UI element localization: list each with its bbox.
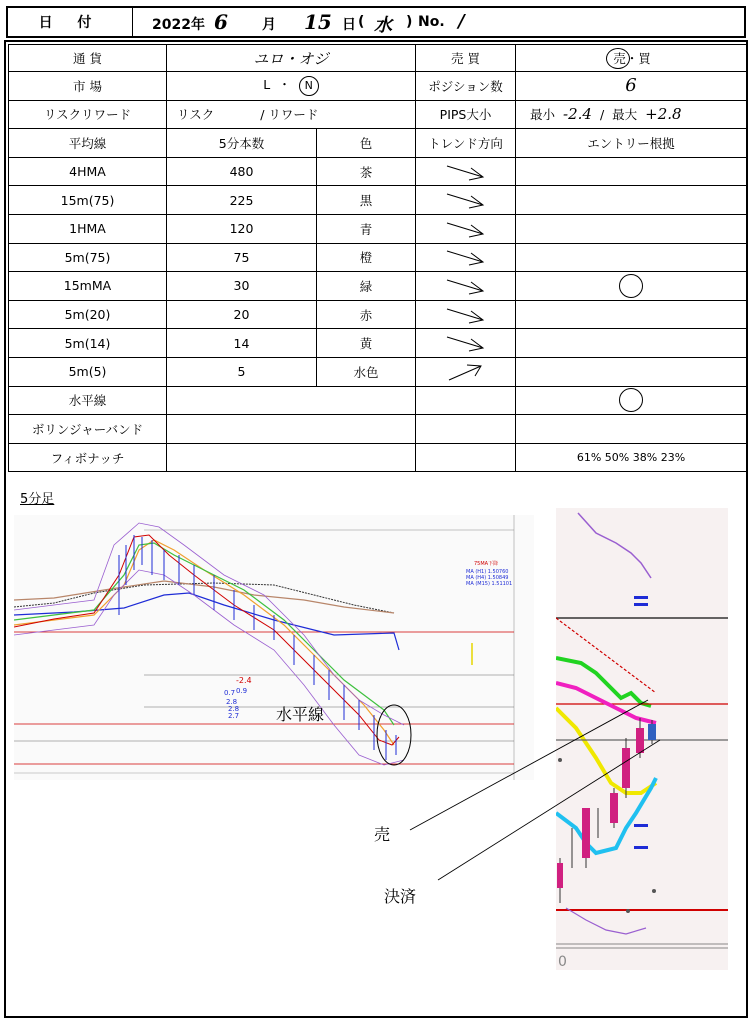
market-value [167, 72, 416, 101]
ma-entry [516, 329, 747, 358]
ma-row [9, 214, 747, 243]
ma-bars: 30 [167, 272, 317, 301]
ma-bars: 14 [167, 329, 317, 358]
ma-bars: 480 [167, 157, 317, 186]
ma-bars: 225 [167, 186, 317, 215]
col-header-bars: 5分本数 [167, 129, 317, 158]
ma-trend [416, 357, 516, 386]
currency-label: 通 貨 [9, 45, 167, 72]
ma-trend [416, 300, 516, 329]
risk-text: リスク [177, 107, 215, 123]
open-paren: ( [358, 14, 365, 30]
month-unit: 月 [262, 17, 276, 33]
ann-4: 2.8 [228, 705, 240, 713]
market-l: L [263, 77, 271, 93]
ann-1: 0.9 [236, 687, 248, 695]
buysell-options: 売・買 [613, 51, 651, 66]
ann-3: 2.8 [226, 698, 238, 706]
ma-entry [516, 186, 747, 215]
zoom-blue-mark-4 [634, 846, 648, 849]
close-paren: ) [406, 14, 413, 30]
ma-entry [516, 214, 747, 243]
ma-row [9, 157, 747, 186]
market-sep: ・ [278, 77, 291, 93]
ma-entry [516, 357, 747, 386]
trend-down-arrow-icon [443, 305, 489, 325]
ma-trend [416, 214, 516, 243]
ma-bars: 75 [167, 243, 317, 272]
ma-entry [516, 300, 747, 329]
ma-color: 水色 [317, 357, 416, 386]
buysell-label: 売 買 [416, 45, 516, 72]
pips-max-label: 最大 [612, 107, 638, 123]
col-header-entry: エントリー根拠 [516, 129, 747, 158]
ann-5: 2.7 [228, 712, 240, 720]
zoom-chart-screenshot [556, 508, 728, 970]
trend-down-arrow-icon [443, 219, 489, 239]
ma-row [9, 357, 747, 386]
bollinger-entry-blank [516, 415, 747, 444]
entry-circle [619, 388, 643, 412]
ma-color: 青 [317, 214, 416, 243]
pips-value [516, 100, 747, 129]
ma-trend [416, 243, 516, 272]
zoom-dot [652, 889, 656, 893]
section-title: 5分足 [20, 492, 55, 507]
zoom-zero-label: 0 [558, 954, 567, 970]
pips-label: PIPS大小 [416, 100, 516, 129]
zoom-blue-mark-2 [634, 603, 648, 606]
main-chart-screenshot [14, 515, 534, 780]
ann-neg: -2.4 [236, 676, 252, 685]
col-header-trend: トレンド方向 [416, 129, 516, 158]
entry-circle [619, 274, 643, 298]
weekday: 水 [374, 15, 392, 36]
legend-2: MA (H1) 1.50760 [466, 569, 509, 575]
no-value: / [458, 11, 465, 32]
ma-name: 4HMA [9, 157, 167, 186]
ma-color: 橙 [317, 243, 416, 272]
risk-reward-value [167, 100, 416, 129]
reward-text: / リワード [260, 107, 319, 123]
horizontal-trend-blank [416, 386, 516, 415]
trend-down-arrow-icon [443, 190, 489, 210]
zoom-blue-mark-3 [634, 824, 648, 827]
ma-name: 15mMA [9, 272, 167, 301]
date-header [6, 6, 746, 38]
bollinger-blank [167, 415, 416, 444]
ma-bars: 5 [167, 357, 317, 386]
ma-color: 黄 [317, 329, 416, 358]
chart-bg [14, 515, 534, 780]
positions-label: ポジション数 [416, 72, 516, 101]
pips-max-value: +2.8 [645, 105, 682, 124]
legend-3: MA (H4) 1.50849 [466, 575, 509, 581]
sell-selected-circle [606, 48, 630, 69]
bollinger-label: ボリンジャーバンド [9, 415, 167, 444]
sell-label: 売 [374, 825, 391, 844]
ma-row [9, 329, 747, 358]
day-unit: 日 [342, 17, 356, 33]
pips-min-value: -2.4 [563, 105, 592, 124]
legend-4: MA (M15) 1.51101 [466, 581, 513, 587]
zoom-blue-mark-1 [634, 596, 648, 599]
currency-value: ユロ・オジ [167, 45, 416, 72]
ma-name: 5m(75) [9, 243, 167, 272]
horizontal-line-label: 水平線 [276, 705, 325, 724]
ma-name: 1HMA [9, 214, 167, 243]
ma-entry [516, 243, 747, 272]
ma-trend [416, 272, 516, 301]
no-label: No. [418, 14, 445, 30]
col-header-color: 色 [317, 129, 416, 158]
ma-name: 15m(75) [9, 186, 167, 215]
ma-name: 5m(14) [9, 329, 167, 358]
ma-trend [416, 329, 516, 358]
legend-1: 75MA下降 [474, 561, 499, 567]
buysell-value [516, 45, 747, 72]
ma-bars: 120 [167, 214, 317, 243]
trend-down-arrow-icon [443, 162, 489, 182]
ma-color: 黒 [317, 186, 416, 215]
ma-row [9, 186, 747, 215]
horizontal-blank [167, 386, 416, 415]
trend-down-arrow-icon [443, 247, 489, 267]
market-label: 市 場 [9, 72, 167, 101]
ma-color: 赤 [317, 300, 416, 329]
fibo-label: フィボナッチ [9, 443, 167, 472]
horizontal-entry [516, 386, 747, 415]
market-n: N [299, 76, 319, 96]
ma-bars: 20 [167, 300, 317, 329]
ma-color: 茶 [317, 157, 416, 186]
fibo-blank [167, 443, 416, 472]
zoom-dot [558, 758, 562, 762]
ma-rows [9, 157, 747, 386]
ma-entry [516, 272, 747, 301]
date-label: 日 付 [8, 8, 133, 36]
bollinger-trend-blank [416, 415, 516, 444]
settle-label: 決済 [384, 887, 417, 906]
trend-up-arrow-icon [443, 362, 489, 382]
trend-down-arrow-icon [443, 333, 489, 353]
ma-trend [416, 157, 516, 186]
trend-down-arrow-icon [443, 276, 489, 296]
day-value: 15 [304, 10, 332, 34]
horizontal-label: 水平線 [9, 386, 167, 415]
fibo-levels: 61% 50% 38% 23% [516, 443, 747, 472]
ma-row [9, 300, 747, 329]
ann-2: 0.7 [224, 689, 236, 697]
ma-row [9, 243, 747, 272]
zoom-dot [626, 909, 630, 913]
ma-trend [416, 186, 516, 215]
ma-name: 5m(20) [9, 300, 167, 329]
ma-entry [516, 157, 747, 186]
year: 2022年 [152, 17, 205, 33]
pips-min-label: 最小 [530, 107, 556, 123]
risk-label: リスクリワード [9, 100, 167, 129]
trade-form [8, 44, 747, 472]
ma-color: 緑 [317, 272, 416, 301]
col-header-ma: 平均線 [9, 129, 167, 158]
month-value: 6 [214, 10, 228, 34]
fibo-trend-blank [416, 443, 516, 472]
positions-value: 6 [516, 72, 747, 101]
ma-name: 5m(5) [9, 357, 167, 386]
ma-row [9, 272, 747, 301]
pips-slash: / [599, 107, 605, 123]
